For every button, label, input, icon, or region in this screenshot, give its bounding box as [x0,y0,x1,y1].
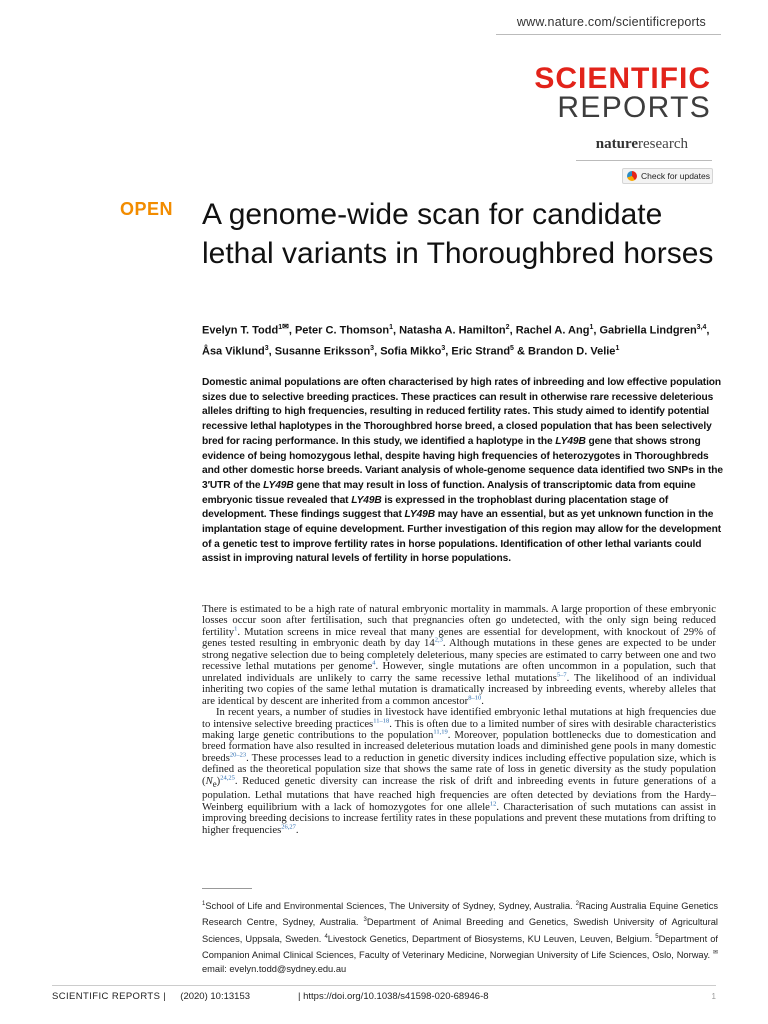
header-divider [496,34,721,35]
journal-logo-line2: REPORTS [557,91,711,124]
body-paragraph [202,707,716,836]
citation-link[interactable]: 8–10 [468,694,482,702]
footer-journal: SCIENTIFIC REPORTS | [52,991,167,1002]
body-text-run: There is estimated to be a high rate of natural embryonic mortality in mammals. A large proportion of these embryonic losses occur soon after fertilisation, such that pregnancies often go undetected, with the only sign being reduced fertility [202,603,716,638]
affiliation-number: 5 [655,933,659,940]
author-name[interactable]: Rachel A. Ang [515,324,590,337]
abstract-text: gene that shows strong evidence of being homozygous lethal, despite having high frequencies of heterozygotes in Thoroughbreds and other domestic horse breeds. Variant analysis of whole-genome sequence data identified two SNPs in the 3′UTR of the [202,435,723,491]
check-for-updates-button[interactable] [622,168,713,184]
author-affiliation-sup: 3,4 [696,324,707,331]
body-text-run: . Mutation screens in mice reveal that many genes are essential for development, with knockout of 29% of genes tested resulting in embryonic death by day 14 [202,625,716,650]
body-paragraph [202,604,716,707]
author-name[interactable]: Susanne Eriksson [274,345,371,358]
author-list: Evelyn T. Todd$^1$✉, Peter C. Thomson$^1$, Natasha A. Hamilton$^2$, Rachel A. Ang$^1$, Gabriella Lindgren$^{3,4}$, Åsa Viklund$^3$, Susanne Eriksson$^3$, Sofia Mikko$^3$, Eric Strand$^5$ & Brandon D. Velie$^1$ [202,318,732,360]
abstract-text: is expressed in the trophoblast during placentation stage of development. These findings suggest that [202,494,669,521]
citation-link[interactable]: 12 [489,800,497,808]
body-text-run: . Reduced genetic diversity can increase the risk of drift and inbreeding events in future generations of a population. Lethal mutations that have reached high frequencies are often detected by deviations from the Hardy–Weinberg equilibrium with a lack of homozygotes for one allele [202,774,716,813]
abstract-text: gene that may result in loss of function. Analysis of transcriptomic data from equine embryonic tissue revealed that [202,479,696,506]
body-text-run: . This is often due to a limited number of sires with desirable characteristics making large genetic contributions to the population [202,717,716,741]
envelope-icon[interactable]: ✉ [282,322,289,331]
footer-divider [52,985,716,986]
author-name[interactable]: Sofia Mikko [380,345,442,358]
body-text [202,604,716,836]
author-name[interactable]: Peter C. Thomson [294,324,390,337]
citation-link[interactable]: 1 [234,625,238,633]
page-footer [52,991,716,1002]
author-affiliation-sup: 5 [510,344,514,352]
affiliation-text: Department of Companion Animal Clinical Sciences, Faculty of Veterinary Medicine, Norwegian University of Life Sciences, Oslo, Norway. [202,933,718,960]
author-affiliation-sup: 1 [278,324,283,331]
citation-link[interactable]: 2,3 [434,636,443,644]
affiliations [202,897,718,976]
citation-link[interactable]: 24,25 [220,774,235,782]
gene-name: LY49B [555,435,586,447]
citation-link[interactable]: 26,27 [281,823,296,831]
body-text-run: . The likelihood of an individual inheriting two copies of the same lethal mutation is dramatically increased by inbreeding events, whereby alleles that are identical by descent are inherited from a common ancestor [202,671,717,707]
affiliation-text: Department of Animal Breeding and Genetics, Swedish University of Agricultural Sciences, Uppsala, Sweden. [202,917,718,944]
affiliation-text: Racing Australia Equine Genetics Research Centre, Sydney, Australia. [202,901,718,928]
author-name[interactable]: Åsa Viklund [202,345,265,358]
footer-year-volume: (2020) 10:13153 [180,991,251,1002]
body-text-run: . These processes lead to a reduction in genetic diversity indices including effective population size, which is defined as the theoretical population size that shows the same rate of loss in genetic diversity as the study population ( [202,751,716,787]
author-affiliation-sup: 2 [505,324,510,331]
publisher-logo-rest: research [638,136,688,152]
page-number: 1 [711,992,716,1001]
citation-link[interactable]: 4 [372,659,376,667]
crossmark-icon [627,171,637,181]
journal-logo-line1: SCIENTIFIC [534,62,711,95]
author-affiliation-sup: 3 [264,344,269,352]
body-text-run: . However, single mutations are often uncommon in a population, such that unrelated individuals are unlikely to carry the same recessive lethal mutations [202,660,716,684]
abstract-text: may have an essential, but as yet unknown function in the implantation stage of equine development. Further investigation of this region may allow for the development of a genetic test to improve fertility rates in horse populations. Identification of other lethal variants could assist in improving natural levels of fertility in horse populations. [202,509,722,565]
body-text-run: . Although mutations in these genes are expected to be under strong negative selection due to being completely deleterious, many species are estimated to carry between one and two recessive lethal mutations per genome [202,637,716,673]
author-affiliation-sup: 3 [370,344,375,352]
corresponding-email[interactable]: email: evelyn.todd@sydney.edu.au [202,964,347,975]
citation-link[interactable]: 5–7 [556,671,567,679]
author-affiliation-sup: 1 [615,344,620,352]
affiliations-divider [202,888,252,889]
footer-doi-link[interactable]: | https://doi.org/10.1038/s41598-020-68946-8 [298,991,489,1002]
author-affiliation-sup: 3 [441,344,446,352]
author-name[interactable]: Eric Strand [451,345,511,358]
author-name[interactable]: Gabriella Lindgren [599,324,697,337]
body-text-run: . [481,694,484,707]
author-name[interactable]: Evelyn T. Todd [202,324,279,337]
affiliation-number: 3 [363,917,367,924]
math-subscript: e [212,778,217,789]
body-text-run: . [295,823,299,836]
body-text-run: . Moreover, population bottlenecks due to domestication and breed formation have also resulted in increased deleterious mutation loads and diminished gene pools in many domestic breeds [202,728,716,764]
body-text-run: ) [216,774,221,787]
affiliation-text: Livestock Genetics, Department of Biosystems, KU Leuven, Leuven, Belgium. [327,933,656,944]
gene-name: LY49B [263,479,294,491]
body-text-run: In recent years, a number of studies in livestock have identified embryonic lethal mutations at high frequencies due to intensive selective breeding practices [202,706,716,730]
gene-name: LY49B [351,494,382,506]
affiliation-number: 1 [202,901,206,907]
article-title: A genome-wide scan for candidate lethal variants in Thoroughbred horses [202,198,714,270]
citation-link[interactable]: 11,19 [433,728,448,736]
citation-link[interactable]: 11–18 [373,716,390,724]
publisher-logo-bold: nature [595,136,639,152]
abstract [202,376,727,567]
affiliation-number: 4 [324,933,328,940]
citation-link[interactable]: 20–23 [229,751,247,759]
affiliation-number: 2 [575,901,579,907]
envelope-icon: ✉ [712,949,718,956]
abstract-text: Domestic animal populations are often characterised by high rates of inbreeding and low effective population sizes due to selective breeding practices. These practices can result in otherwise rare recessive deleterious alleles drifting to high frequencies, resulting in reduced fertility rates. This study aimed to identify potential recessive lethal haplotypes in the Thoroughbred horse breed, a closed population that has been selectively bred for racing performance. In this study, we identified a haplotype in the [202,377,722,447]
affiliation-text: School of Life and Environmental Sciences, The University of Sydney, Sydney, Australia. [205,901,576,912]
body-text-run: . Characterisation of such mutations can assist in improving breeding decisions to increase fertility rates in these populations and prevent these mutations from drifting to higher frequencies [202,800,716,836]
author-name[interactable]: Natasha A. Hamilton [399,324,506,337]
publisher-logo [596,136,688,153]
author-name[interactable]: Brandon D. Velie [528,345,616,358]
author-affiliation-sup: 1 [389,324,393,331]
check-for-updates-label: Check for updates [641,171,710,181]
math-symbol: N [205,774,213,787]
author-affiliation-sup: 1 [589,324,594,331]
journal-url[interactable]: www.nature.com/scientificreports [516,15,706,29]
logo-divider [576,160,712,161]
open-access-badge: OPEN [120,199,174,219]
gene-name: LY49B [404,509,435,521]
